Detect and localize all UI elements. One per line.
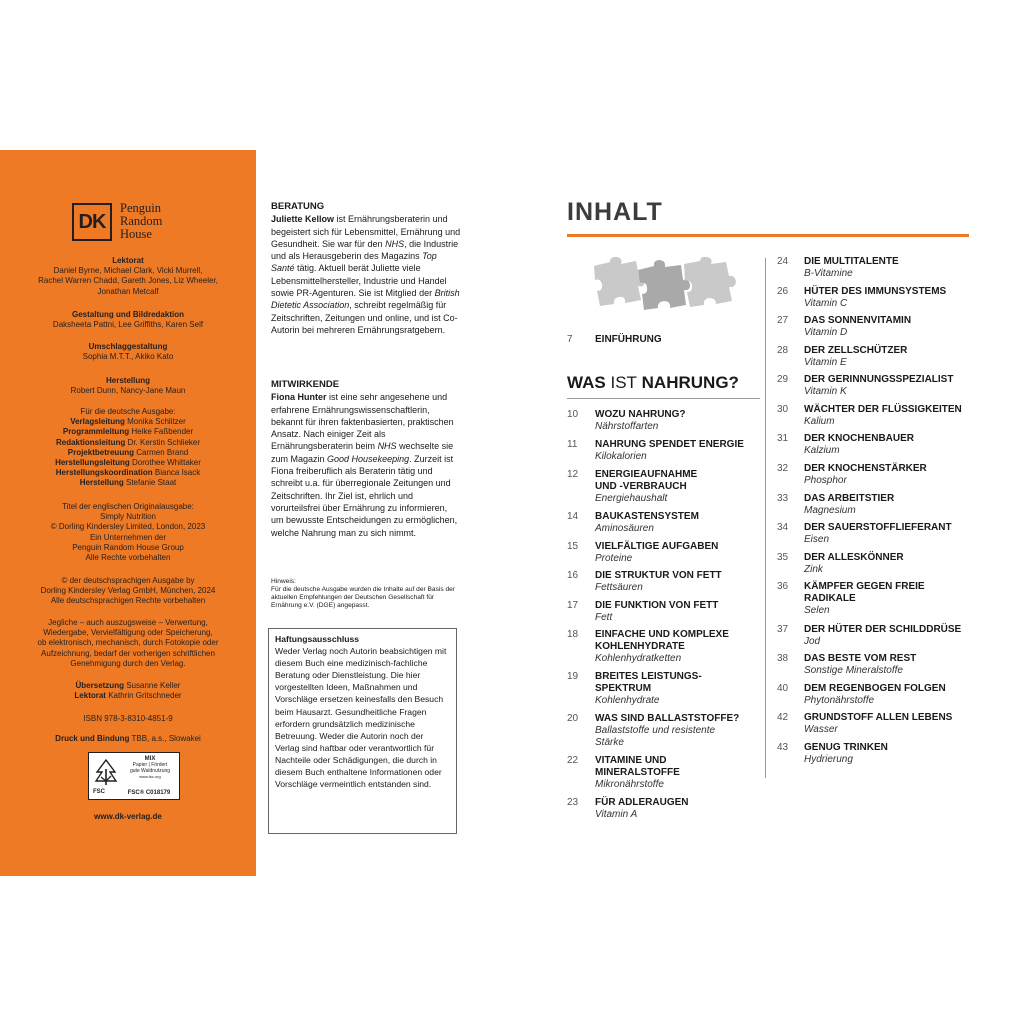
isbn: ISBN 978-3-8310-4851-9 [83,714,173,723]
fsc-certification-badge [88,752,180,800]
beratung-text: Juliette Kellow ist Ernährungsberaterin und begeistert sich für Lebensmittel, Ernährung und Gesundheit. Sie war für den NHS, die Industrie und als Herausgeberin des Magazins Top Santé tätig. Aktuell berät Juliette viele Lebensmittelhersteller, Industrie und Handel sowie PR-Agenturen. Sie ist Mitglied der British Dietetic Association, schreibt regelmäßig für Zeitschriften, Zeitungen und online, und ist Co-Autorin bei mehreren Ernährungsratgebern. [271,214,461,335]
original-edition-info: Titel der englischen Originalausgabe: Simply Nutrition © Dorling Kindersley Limited, London, 2023 Ein Unternehmen der Penguin Random House Group Alle Rechte vorbehalten [50,502,206,563]
toc-entry-subtitle: Eisen [804,534,830,545]
publisher-logo [72,202,192,242]
toc-page-number: 20 [567,713,579,724]
toc-entry-subtitle: Vitamin C [804,298,848,309]
toc-entry-subtitle: Proteine [595,553,633,564]
toc-title-rule [567,234,969,237]
toc-entry-title[interactable]: DER ALLESKÖNNER [804,552,904,563]
credits-gestaltung: Gestaltung und Bildredaktion Daksheeta Pattni, Lee Griffiths, Karen Self [52,310,204,330]
toc-entry-title[interactable]: DAS ARBEITSTIER [804,493,895,504]
toc-entry-title[interactable]: DER ZELLSCHÜTZER [804,345,908,356]
toc-page-number: 33 [777,493,789,504]
toc-page-number: 37 [777,624,789,635]
puzzle-pieces-icon [592,256,742,312]
penguin-random-house-wordmark: Penguin Random House [120,201,163,241]
toc-entry-subtitle: Phytonährstoffe [804,695,875,706]
disclaimer-heading: Haftungsausschluss [275,634,360,644]
hinweis-note: Hinweis: Für die deutsche Ausgabe wurden die Inhalte auf der Basis der aktuellen Empfehlungen der Deutschen Gesellschaft für Ernährung e.V. (DGE) angepasst. [271,578,456,609]
mitwirkende-text: Fiona Hunter ist eine sehr angesehene und erfahrene Ernährungswissenschaftlerin, bekannt für ihren faktenbasierten, praktischen Ansatz. Nach einiger Zeit als Ernährungsberaterin beim NHS wechselte sie zum Magazin Good Housekeeping. Zurzeit ist Fiona freiberuflich als Beraterin tätig und schreibt u.a. für überregionale Zeitungen und Zeitschriften. Ihr Ziel ist, ehrlich und vorurteilsfrei über Ernährung zu informieren, um bewusste Entscheidungen zu ermöglichen, welche Nahrung man zu sich nimmt. [271,392,458,538]
german-copyright: © der deutschsprachigen Ausgabe by Dorling Kindersley Verlag GmbH, München, 2024 Alle deutschsprachigen Rechte vorbehalten [40,576,216,606]
toc-page-number: 38 [777,653,789,664]
toc-entry-title[interactable]: BREITES LEISTUNGS- SPEKTRUM [595,671,702,694]
credits-german-edition: Für die deutsche Ausgabe: Verlagsleitung Monika Schlitzer Programmleitung Heike Faßbender Redaktionsleitung Dr. Kerstin Schlieker Projektbetreuung Carmen Brand Herstellungsleitung Dorothee Whittaker Herstellungskoordination Bianca Isack Herstellung Stefanie Staat [55,407,201,488]
toc-entry-title[interactable]: DAS SONNENVITAMIN [804,315,912,326]
toc-page-number: 31 [777,433,789,444]
toc-page-number: 42 [777,712,789,723]
toc-page-number: 32 [777,463,789,474]
toc-entry-subtitle: Wasser [804,724,838,735]
credits-lektorat: Lektorat Daniel Byrne, Michael Clark, Vicki Murrell, Rachel Warren Chadd, Gareth Jones, Liz Wheeler, Jonathan Metcalf [38,256,218,296]
toc-page-number: 27 [777,315,789,326]
toc-entry-title[interactable]: DER GERINNUNGSSPEZIALIST [804,374,954,385]
toc-page-number: 15 [567,541,579,552]
toc-entry-title[interactable]: WÄCHTER DER FLÜSSIGKEITEN [804,404,962,415]
toc-entry-subtitle: Magnesium [804,505,856,516]
toc-entry-subtitle: Phosphor [804,475,847,486]
toc-entry-subtitle: Mikronährstoffe [595,779,664,790]
toc-entry-subtitle: Vitamin K [804,386,847,397]
mitwirkende-heading: MITWIRKENDE [271,379,340,390]
toc-entry-subtitle: Kilokalorien [595,451,647,462]
toc-page-number: 12 [567,469,579,480]
toc-page-number: 19 [567,671,579,682]
website-link[interactable]: www.dk-verlag.de [94,812,162,821]
toc-entry-title[interactable]: DIE FUNKTION VON FETT [595,600,719,611]
print-credits: Druck und Bindung TBB, a.s., Slowakei [55,734,201,743]
toc-page-number: 36 [777,581,789,592]
toc-entry-subtitle: Kalium [804,416,835,427]
toc-title: INHALT [567,198,663,226]
toc-entry-title[interactable]: WAS SIND BALLASTSTOFFE? [595,713,740,724]
toc-entry-title[interactable]: EINFACHE UND KOMPLEXE KOHLENHYDRATE [595,629,729,652]
toc-page-number: 43 [777,742,789,753]
toc-entry-title[interactable]: WOZU NAHRUNG? [595,409,686,420]
toc-entry-title[interactable]: VIELFÄLTIGE AUFGABEN [595,541,719,552]
toc-page-number: 30 [777,404,789,415]
toc-entry-title[interactable]: GRUNDSTOFF ALLEN LEBENS [804,712,953,723]
toc-page-number: 11 [567,439,578,450]
mitwirkende-section [271,379,461,539]
toc-entry-subtitle: Jod [804,636,821,647]
credits-umschlag: Umschlaggestaltung Sophia M.T.T., Akiko Kato [82,342,174,362]
toc-entry-subtitle: Kalzium [804,445,840,456]
toc-entry-title[interactable]: VITAMINE UND MINERALSTOFFE [595,755,680,778]
toc-entry-subtitle: Zink [804,564,823,575]
toc-page-number: 26 [777,286,789,297]
beratung-heading: BERATUNG [271,201,325,212]
toc-entry-subtitle: Aminosäuren [595,523,654,534]
disclaimer-text: Weder Verlag noch Autorin beabsichtigen mit diesem Buch eine medizinisch-fachliche Beratung oder Dienstleistung. Die hier vorgestellten Ideen, Maßnahmen und Vorschläge ersetzen keinesfalls den Besuch beim Hausarzt. Gesundheitliche Fragen erfordern grundsätzlich medizinische Betreuung. Weder die Autorin noch der Verlag sind haftbar oder verantwortlich für Nachteile oder Schädigungen, die durch in diesem Buch enthaltene Informationen oder Vorschläge vermeintlich entstanden sind. [275,646,447,790]
toc-page-number: 35 [777,552,789,563]
toc-page-number: 29 [777,374,789,385]
toc-page-number: 23 [567,797,579,808]
toc-entry-title[interactable]: DIE MULTITALENTE [804,256,899,267]
toc-entry-title[interactable]: BAUKASTENSYSTEM [595,511,699,522]
toc-page-number: 28 [777,345,789,356]
toc-page-number: 22 [567,755,579,766]
toc-page-number: 24 [777,256,789,267]
toc-page-number: 40 [777,683,789,694]
toc-entry-subtitle: Fett [595,612,613,623]
toc-page-number: 18 [567,629,579,640]
toc-entry-title[interactable]: DER KNOCHENSTÄRKER [804,463,927,474]
translation-credits: Übersetzung Susanne Keller Lektorat Kathrin Gritschneder [74,681,182,701]
toc-entry-subtitle: Vitamin D [804,327,848,338]
toc-entry-title[interactable]: DER HÜTER DER SCHILDDRÜSE [804,624,962,635]
toc-entry-subtitle: Sonstige Mineralstoffe [804,665,903,676]
toc-entry-title[interactable]: DER SAUERSTOFFLIEFERANT [804,522,952,533]
toc-entry-title[interactable]: DIE STRUKTUR VON FETT [595,570,722,581]
toc-entry-subtitle: Nährstoffarten [595,421,659,432]
toc-page-number: 16 [567,570,579,581]
toc-entry-subtitle: Vitamin E [804,357,847,368]
toc-page-number: 10 [567,409,579,420]
toc-entry-subtitle: B-Vitamine [804,268,853,279]
toc-entry-subtitle: Hydrierung [804,754,853,765]
toc-entry-subtitle: Ballaststoffe und resistente [595,725,716,736]
toc-entry-title[interactable]: KÄMPFER GEGEN FREIE RADIKALE [804,581,925,604]
toc-entry-subtitle: Fettsäuren [595,582,643,593]
toc-entry-title[interactable]: HÜTER DES IMMUNSYSTEMS [804,286,947,297]
credits-herstellung: Herstellung Robert Dunn, Nancy-Jane Maun [70,376,186,396]
toc-entry-title[interactable]: DAS BESTE VOM REST [804,653,917,664]
toc-intro-title[interactable]: EINFÜHRUNG [595,334,662,345]
toc-entry-title[interactable]: FÜR ADLERAUGEN [595,797,689,808]
fsc-code: FSC® C018179 [127,790,171,796]
toc-entry-subtitle: Selen [804,605,830,616]
beratung-section [271,201,461,336]
toc-column-divider [765,258,766,778]
toc-entry-subtitle: Kohlenhydratketten [595,653,682,664]
toc-intro-page: 7 [567,334,573,345]
toc-page-number: 14 [567,511,579,522]
fsc-mix-text: MIX Papier | Fördert gute Waldnutzung www.fsc.org [129,756,171,779]
chapter-heading: WAS IST NAHRUNG? [567,373,739,392]
toc-entry-subtitle: Vitamin A [595,809,638,820]
toc-entry-subtitle: Kohlenhydrate [595,695,660,706]
disclaimer-box [268,628,457,834]
imprint-panel [0,150,256,876]
toc-entry-title[interactable]: GENUG TRINKEN [804,742,888,753]
toc-page-number: 34 [777,522,789,533]
legal-notice: Jegliche – auch auszugsweise – Verwertung, Wiedergabe, Vervielfältigung oder Speicherung, ob elektronisch, mechanisch, durch Fotokopie oder Aufzeichnung, bedarf der vorherigen schriftlichen Genehmigung durch den Verlag. [37,618,219,668]
dk-logo-mark: DK [72,203,112,241]
toc-entry-title[interactable]: DEM REGENBOGEN FOLGEN [804,683,946,694]
chapter-rule [567,398,760,399]
toc-entry-subtitle: Stärke [595,737,624,748]
toc-entry-title[interactable]: NAHRUNG SPENDET ENERGIE [595,439,744,450]
toc-entry-subtitle: Energiehaushalt [595,493,668,504]
toc-page-number: 17 [567,600,579,611]
toc-entry-title[interactable]: ENERGIEAUFNAHME UND -VERBRAUCH [595,469,698,492]
fsc-label: FSC [93,789,105,795]
toc-entry-title[interactable]: DER KNOCHENBAUER [804,433,915,444]
